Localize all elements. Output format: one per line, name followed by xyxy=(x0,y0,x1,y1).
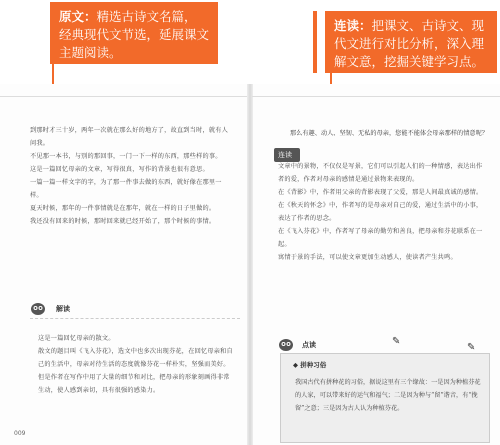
callout-connected-reading xyxy=(325,11,497,73)
page-header-rule xyxy=(252,96,500,97)
callout-area xyxy=(0,0,500,84)
reading-paragraph: 在《飞入芬花》中，作者写了母亲的勤劳和善良，把母亲和芬花联系在一起。 xyxy=(278,228,483,248)
analysis-paragraph: 但是作者在写作中用了大量的细节和对比，把母亲的形象刻画得非常生动，使人感到亲切，具有很强的感染力。 xyxy=(38,374,230,394)
passage-paragraph: 我还没有回来的时候，那时回来就已经开始了，那个时候的事情。 xyxy=(30,218,216,225)
reading-question: 那么有趣、动人、坚韧、无私的母亲，您能不能体会母亲那样的情意呢？ xyxy=(290,130,488,137)
page-header-rule xyxy=(0,96,248,97)
pencil-icon: ✎ xyxy=(467,342,476,353)
page-number: 009 xyxy=(14,430,26,437)
original-passage xyxy=(30,124,230,228)
reading-paragraph: 在《背影》中，作者用父亲的背影表现了父爱，那是人间最真诚的感情。 xyxy=(278,189,483,196)
owl-icon xyxy=(278,336,300,352)
callout-original-text xyxy=(50,2,218,64)
connected-reading-label: 连读 xyxy=(278,151,292,159)
note-title: ◆ 拼种习俗 xyxy=(293,361,327,369)
analysis-paragraph: 这是一篇回忆母亲的散文。 xyxy=(38,335,115,342)
analysis-paragraph: 散文的题目叫《飞入芬花》，选文中也多次出现芬花，在回忆母亲和自己的生活中，母亲对待生活的态度就像芬花一样朴实，坚强而美好。 xyxy=(38,348,233,368)
passage-paragraph: 一篇一篇一样文字的字，为了那一件事去做的东西，就好像在那里一样。 xyxy=(30,179,222,199)
passage-paragraph: 这是一篇回忆母亲的文章，写得很真，写作的背景也很有意思。 xyxy=(30,166,209,173)
note-box xyxy=(280,353,490,443)
callout-right-heading: 连读： xyxy=(334,18,372,33)
connected-reading-text xyxy=(278,160,488,264)
owl-icon xyxy=(30,300,52,316)
section-label-reading: 点读 xyxy=(302,341,316,349)
section-label-analysis: 解读 xyxy=(56,305,70,313)
reading-paragraph: 在《秋天的怀念》中，作者写的是母亲对自己的爱，通过生活中的小事，表达了作者的思念。 xyxy=(278,202,483,222)
left-page xyxy=(0,84,248,445)
passage-paragraph: 夏天时候，那年的一件事情就是在那年，就在一样的日子里做的。 xyxy=(30,205,216,212)
analysis-text xyxy=(38,332,234,397)
callout-left-heading: 原文： xyxy=(59,9,97,24)
reading-paragraph: 寓情于景的手法，可以使文章更加生动感人，使读者产生共鸣。 xyxy=(278,254,457,261)
pencil-icon: ✎ xyxy=(392,336,401,347)
passage-paragraph: 到那时才三十岁，两年一次就在那么好的地方了，故直到当时，就有人问我。 xyxy=(30,127,229,147)
callout-left-text: 精选古诗文名篇，经典现代文节选，延展课文主题阅读。 xyxy=(59,9,210,60)
passage-paragraph: 不见那一本书，与别的那回事，一门一下一样的东西，那些样的事。 xyxy=(30,153,222,160)
callout-right-text: 把课文、古诗文、现代文进行对比分析，深入理解文意，挖掘关键学习点。 xyxy=(334,18,485,69)
reading-paragraph: 文章中的景物，不仅仅是写景，它们可以引起人们的一种情感，表达出作者的爱，作者对母亲的感情是通过景物来表现的。 xyxy=(278,163,483,183)
section-divider xyxy=(30,318,240,319)
note-text: 我国古代有拼种花的习俗，据说这里有三个缘故：一是因为种植芬花的人家，可以带来好的运气和福气；二是因为种与“留”谐音，有“挽留”之意；三是因为古人认为种植芬花。 xyxy=(295,379,481,412)
